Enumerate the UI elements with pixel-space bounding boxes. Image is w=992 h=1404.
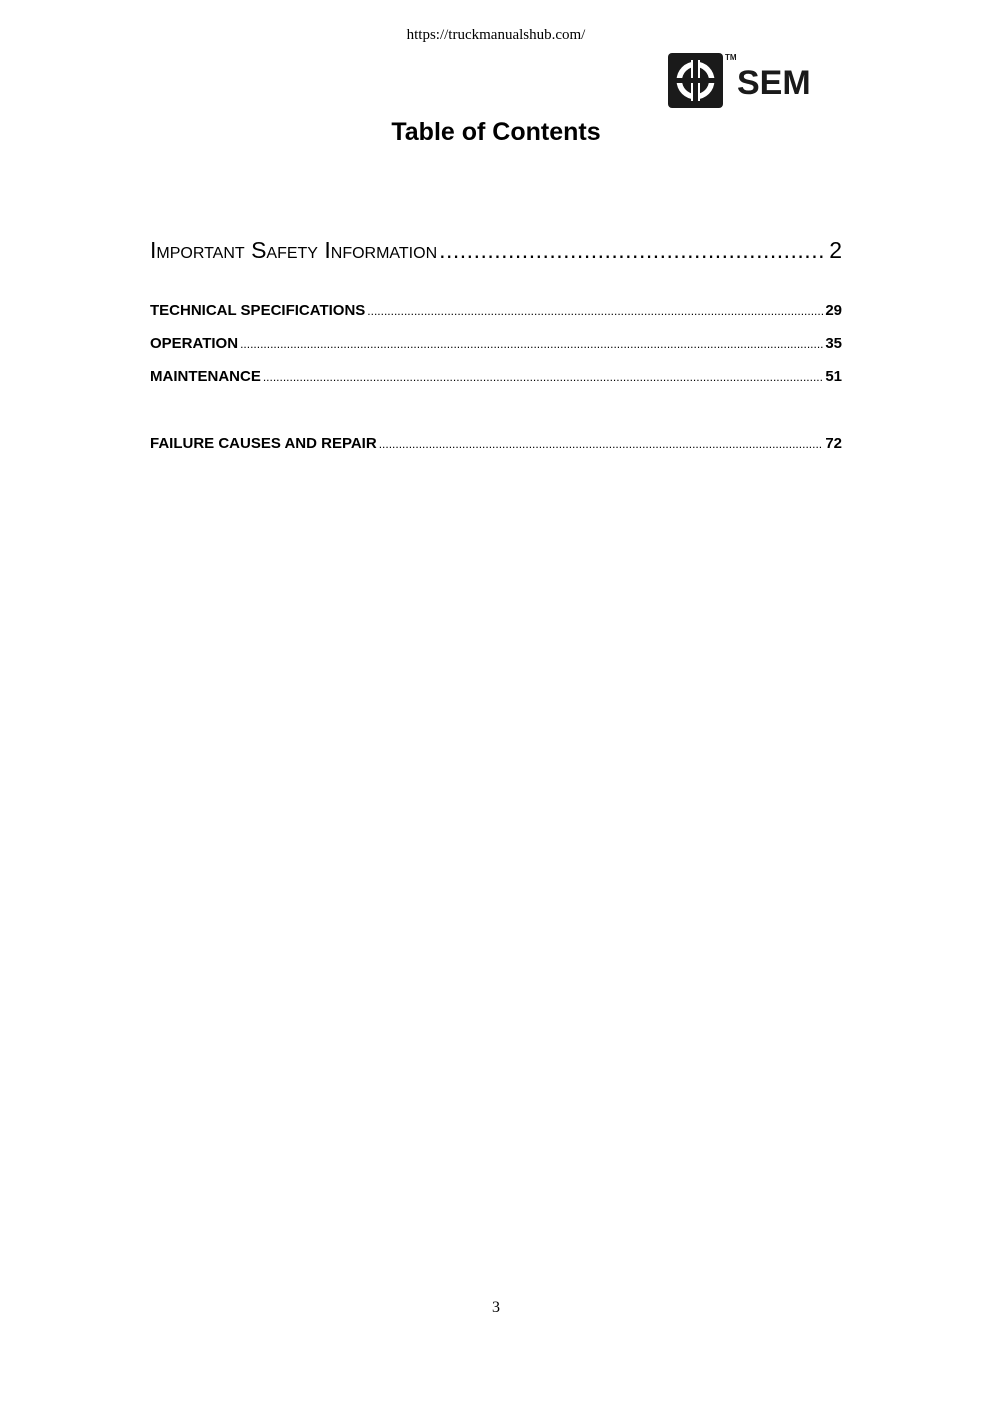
- toc-entry-page: 29: [825, 302, 842, 319]
- toc-entry-label: TECHNICAL SPECIFICATIONS: [150, 302, 366, 319]
- toc-entry-label: Important Safety Information: [150, 237, 438, 263]
- toc-leader-dots: [240, 337, 823, 351]
- sem-logo: [667, 50, 833, 110]
- toc-leader-dots: [439, 237, 827, 264]
- toc-entry-page: 35: [825, 335, 842, 352]
- toc-entry-label: FAILURE CAUSES AND REPAIR: [150, 435, 377, 452]
- toc-entry-page: 72: [825, 435, 842, 452]
- toc-entry-failure-causes-and-repair[interactable]: [150, 435, 842, 452]
- toc-entry-page: 51: [825, 368, 842, 385]
- toc-entry-label: OPERATION: [150, 335, 239, 352]
- toc-entry-label: MAINTENANCE: [150, 368, 261, 385]
- toc-leader-dots: [379, 437, 824, 451]
- header-url-link[interactable]: https://truckmanualshub.com/: [406, 27, 586, 43]
- page-title: Table of Contents: [391, 118, 601, 146]
- header-url[interactable]: [0, 27, 992, 44]
- toc-entry-important-safety-information[interactable]: [150, 237, 842, 264]
- logo-text: SEM: [737, 64, 811, 102]
- toc-leader-dots: [367, 304, 823, 318]
- page-number: 3: [492, 1299, 500, 1316]
- toc-entry-technical-specifications[interactable]: [150, 302, 842, 319]
- toc-leader-dots: [263, 370, 823, 384]
- toc-entry-maintenance[interactable]: [150, 368, 842, 385]
- logo-trademark: TM: [725, 53, 737, 62]
- sem-logo-icon: [667, 50, 833, 110]
- toc-entry-operation[interactable]: [150, 335, 842, 352]
- toc-entry-page: 2: [829, 237, 842, 263]
